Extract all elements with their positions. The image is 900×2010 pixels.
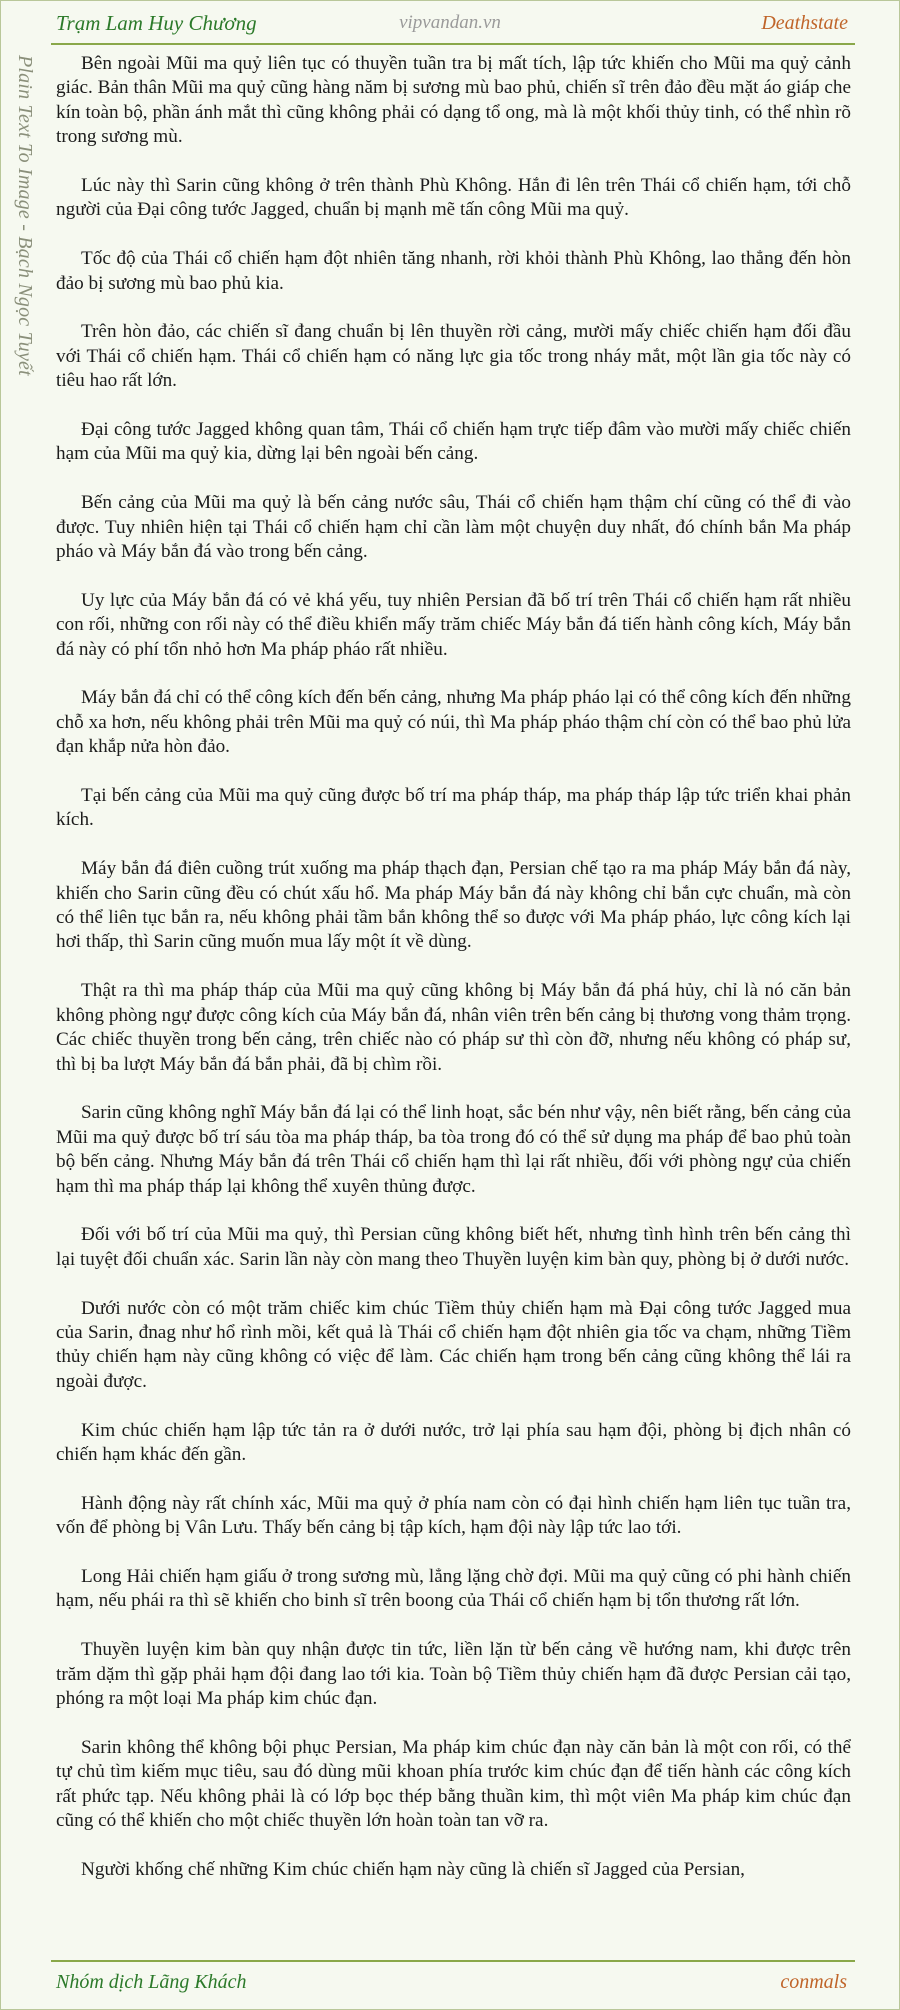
paragraph: Trên hòn đảo, các chiến sĩ đang chuẩn bị lên thuyền rời cảng, mười mấy chiếc chiến hạm đối đầu với Thái cổ chiến hạm. Thái cổ chiến hạm có năng lực gia tốc trong nháy mắt, một lần gia tốc này có tiêu hao rất lớn. — [56, 321, 851, 392]
paragraph: Bên ngoài Mũi ma quỷ liên tục có thuyền tuần tra bị mất tích, lập tức khiến cho Mũi ma quỷ cảnh giác. Bản thân Mũi ma quỷ cũng hàng năm bị sương mù bao phủ, chiến sĩ trên đảo đều mặt áo giáp che kín toàn bộ, phần ánh mắt thì cũng không phải có dạng tổ ong, mà là một khối thủy tinh, có thể nhìn rõ trong sương mù. — [56, 53, 851, 148]
paragraph: Thuyền luyện kim bàn quy nhận được tin tức, liền lặn từ bến cảng về hướng nam, khi được trên trăm dặm thì gặp phải hạm đội đang lao tới kia. Toàn bộ Tiềm thủy chiến hạm đã được Persian cải tạo, phóng ra một loại Ma pháp kim chúc đạn. — [56, 1639, 851, 1709]
paragraph: Máy bắn đá chỉ có thể công kích đến bến cảng, nhưng Ma pháp pháo lại có thể công kích đến những chỗ xa hơn, nếu không phải trên Mũi ma quỷ có núi, thì Ma pháp pháo thậm chí còn có thể bao phủ lửa đạn khắp nửa hòn đảo. — [56, 687, 851, 758]
paragraph: Người khống chế những Kim chúc chiến hạm này cũng là chiến sĩ Jagged của Persian, — [81, 1858, 745, 1880]
paragraph: Dưới nước còn có một trăm chiếc kim chúc Tiềm thủy chiến hạm mà Đại công tước Jagged mua của Sarin, đnag như hổ rình mồi, kết quả là Thái cổ chiến hạm đột nhiên gia tốc va chạm, những Tiềm thủy chiến hạm này cũng không có việc để làm. Các chiến hạm trong bến cảng cũng không thể lái ra ngoài được. — [56, 1297, 851, 1392]
footer-editor: conmals — [780, 1971, 847, 1993]
chapter-body — [56, 52, 851, 1942]
paragraph: Tốc độ của Thái cổ chiến hạm đột nhiên tăng nhanh, rời khỏi thành Phù Không, lao thẳng đến hòn đảo bị sương mù bao phủ kia. — [56, 248, 851, 294]
paragraph: Long Hải chiến hạm giấu ở trong sương mù, lẳng lặng chờ đợi. Mũi ma quỷ cũng có phi hành chiến hạm, nếu phái ra thì sẽ khiến cho binh sĩ trên boong của Thái cổ chiến hạm bị tổn thương rất lớn. — [56, 1565, 851, 1612]
paragraph: Đại công tước Jagged không quan tâm, Thái cổ chiến hạm trực tiếp đâm vào mười mấy chiếc chiến hạm của Mũi ma quỷ kia, dừng lại bên ngoài bến cảng. — [56, 419, 851, 465]
header-site-name: vipvandan.vn — [399, 12, 501, 33]
sidebar-vertical-credit: Plain Text To Image - Bạch Ngọc Tuyết — [14, 55, 36, 376]
page-header — [1, 1, 899, 45]
paragraph: Hành động này rất chính xác, Mũi ma quỷ ở phía nam còn có đại hình chiến hạm liên tục tuần tra, vốn để phòng bị Vân Lưu. Thấy bến cảng bị tập kích, hạm đội này lập tức lao tới. — [56, 1492, 851, 1539]
footer-translator-group: Nhóm dịch Lãng Khách — [56, 1971, 247, 1993]
paragraph: Thật ra thì ma pháp tháp của Mũi ma quỷ cũng không bị Máy bắn đá phá hủy, chỉ là nó căn bản không phòng ngự được công kích của Máy bắn đá, nhân viên trên bến cảng bị thương vong thảm trọng. Các chiếc thuyền trong bến cảng, trên chiếc nào có pháp sư thì còn đỡ, nhưng nếu không có pháp sư, thì bị ba lượt Máy bắn đá bắn phải, đã bị chìm rồi. — [56, 980, 851, 1075]
header-author: Deathstate — [761, 12, 848, 34]
paragraph: Lúc này thì Sarin cũng không ở trên thành Phù Không. Hắn đi lên trên Thái cổ chiến hạm, tới chỗ người của Đại công tước Jagged, chuẩn bị mạnh mẽ tấn công Mũi ma quỷ. — [56, 175, 851, 221]
paragraph: Máy bắn đá điên cuồng trút xuống ma pháp thạch đạn, Persian chế tạo ra ma pháp Máy bắn đá này, khiến cho Sarin cũng đều có chút xấu hổ. Ma pháp Máy bắn đá này không chỉ bắn cực chuẩn, mà còn có thể liên tục bắn ra, nếu không phải tầm bắn không thể so được với Ma pháp pháo, lực công kích lại hơi thấp, thì Sarin cũng muốn mua lấy một ít về dùng. — [56, 858, 851, 953]
header-divider — [51, 43, 855, 45]
paragraph: Kim chúc chiến hạm lập tức tản ra ở dưới nước, trở lại phía sau hạm đội, phòng bị địch nhân có chiến hạm khác đến gần. — [56, 1419, 851, 1465]
paragraph: Sarin cũng không nghĩ Máy bắn đá lại có thể linh hoạt, sắc bén như vậy, nên biết rằng, bến cảng của Mũi ma quỷ được bố trí sáu tòa ma pháp tháp, ba tòa trong đó có thể sử dụng ma pháp để bao phủ toàn bộ bến cảng. Nhưng Máy bắn đá trên Thái cổ chiến hạm thì lại rất nhiều, đối với phòng ngự của chiến hạm thì ma pháp tháp lại không thể xuyên thủng được. — [56, 1102, 851, 1197]
header-book-title: Trạm Lam Huy Chương — [56, 11, 257, 35]
paragraph: Bến cảng của Mũi ma quỷ là bến cảng nước sâu, Thái cổ chiến hạm thậm chí cũng có thể đi vào được. Tuy nhiên hiện tại Thái cổ chiến hạm chỉ cần làm một chuyện duy nhất, đó chính bắn Ma pháp pháo và Máy bắn đá vào trong bến cảng. — [56, 492, 851, 563]
paragraph: Sarin không thể không bội phục Persian, Ma pháp kim chúc đạn này căn bản là một con rối, có thể tự chủ tìm kiếm mục tiêu, sau đó dùng mũi khoan phía trước kim chúc đạn để tiến hành các công kích rất phức tạp. Nếu không phải là có lớp bọc thép bằng thuần kim, thì một viên Ma pháp kim chúc đạn cũng có thể khiến cho một chiếc thuyền lớn hoàn toàn tan vỡ ra. — [56, 1736, 851, 1831]
paragraph: Uy lực của Máy bắn đá có vẻ khá yếu, tuy nhiên Persian đã bố trí trên Thái cổ chiến hạm rất nhiều con rối, những con rối này có thể điều khiển mấy trăm chiếc Máy bắn đá tiến hành công kích, Máy bắn đá này có phí tổn nhỏ hơn Ma pháp pháo rất nhiều. — [56, 589, 851, 660]
paragraph: Tại bến cảng của Mũi ma quỷ cũng được bố trí ma pháp tháp, ma pháp tháp lập tức triển khai phản kích. — [56, 785, 851, 831]
paragraph: Đối với bố trí của Mũi ma quỷ, thì Persian cũng không biết hết, nhưng tình hình trên bến cảng thì lại tuyệt đối chuẩn xác. Sarin lần này còn mang theo Thuyền luyện kim bàn quy, phòng bị ở dưới nước. — [56, 1224, 851, 1270]
footer-divider — [51, 1960, 855, 1962]
